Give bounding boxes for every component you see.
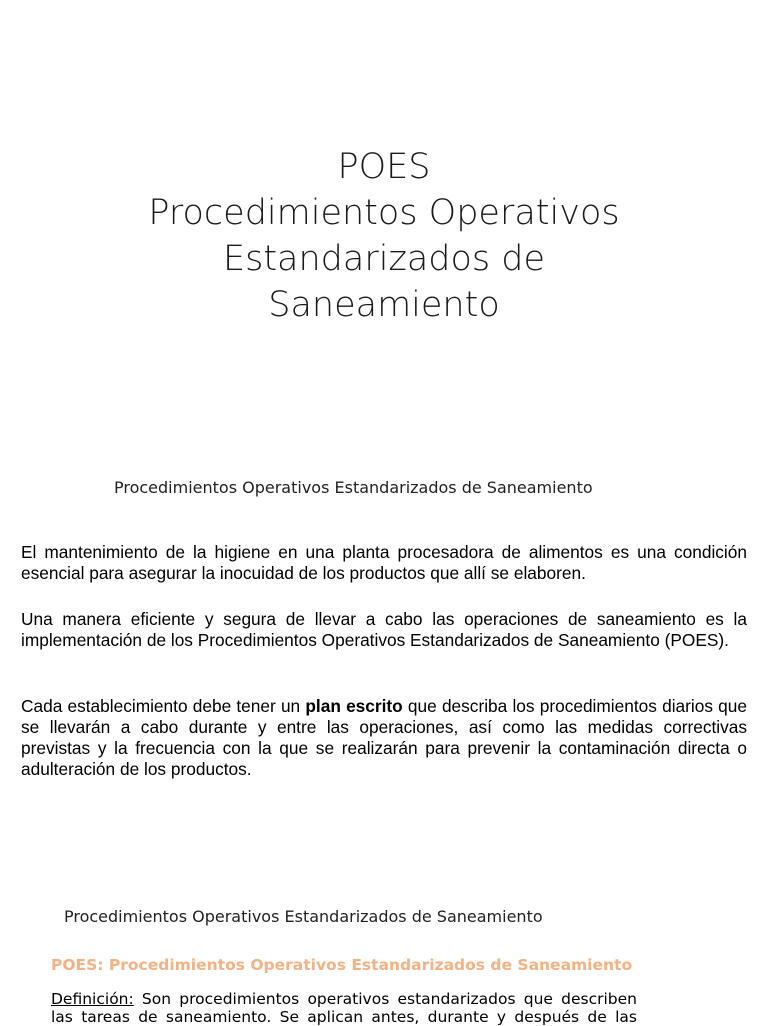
- paragraph: El mantenimiento de la higiene en una planta procesadora de alimentos es una condición esencial para asegurar la inocuidad de los productos que allí se elaboren.: [21, 542, 747, 583]
- title-line: Saneamiento: [268, 285, 500, 325]
- slide-definition: [0, 870, 768, 1024]
- bold-emphasis: plan escrito: [305, 696, 403, 716]
- main-title: [0, 144, 768, 328]
- definition-paragraph: [51, 990, 637, 1026]
- paragraph: [21, 696, 747, 780]
- slide-introduction: [0, 420, 768, 870]
- paragraph: Una manera eficiente y segura de llevar a cabo las operaciones de saneamiento es la implementación de los Procedimientos Operativos Estandarizados de Saneamiento (POES).: [21, 609, 747, 650]
- slide-heading: Procedimientos Operativos Estandarizados de Saneamiento: [114, 478, 593, 497]
- paragraph-text: que describa los procedimientos diarios que se llevarán a cabo durante y entre las operaciones, así como las medidas correctivas previstas y la frecuencia con la que se realizarán para prevenir la contaminación directa o adulteración de los productos.: [21, 696, 748, 779]
- title-line: POES: [337, 147, 431, 187]
- title-line: Procedimientos Operativos: [148, 193, 620, 233]
- definition-text: Son procedimientos operativos estandarizados que describen las tareas de saneamiento. Se aplican antes, durante y después de las: [51, 990, 637, 1026]
- title-line: Estandarizados de: [222, 239, 546, 279]
- slide-heading: Procedimientos Operativos Estandarizados de Saneamiento: [64, 907, 543, 926]
- section-heading: POES: Procedimientos Operativos Estandarizados de Saneamiento: [51, 956, 633, 974]
- slide-title: [0, 0, 768, 420]
- definition-label: Definición:: [51, 990, 134, 1008]
- paragraph-text: Cada establecimiento debe tener un: [21, 696, 306, 716]
